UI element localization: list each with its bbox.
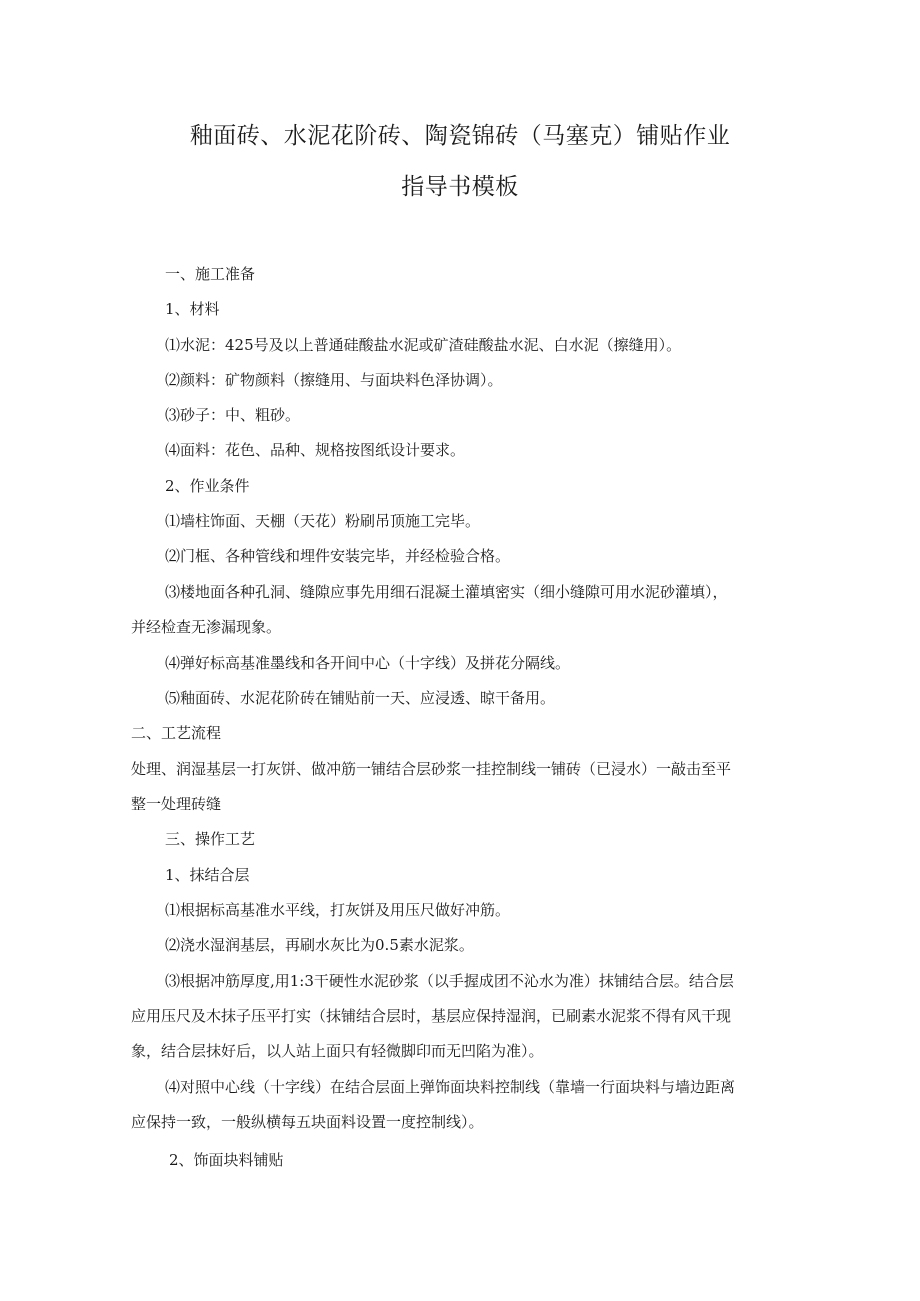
- layer-item-1: ⑴根据标高基准水平线，打灰饼及用压尺做好冲筋。: [165, 901, 511, 919]
- layer-item-3-line-1: ⑶根据冲筋厚度,用1:3干硬性水泥砂浆（以手握成团不沁水为准）抹铺结合层。结合层: [165, 972, 734, 990]
- section-3-heading: 三、操作工艺: [165, 830, 256, 848]
- material-item-2: ⑵颜料：矿物颜料（擦缝用、与面块料色泽协调）。: [165, 371, 503, 389]
- condition-item-1: ⑴墙柱饰面、天棚（天花）粉刷吊顶施工完毕。: [165, 512, 481, 530]
- layer-item-2: ⑵浇水湿润基层，再刷水灰比为0.5素水泥浆。: [165, 936, 474, 954]
- subsection-1-2-heading: 2、作业条件: [165, 477, 250, 495]
- condition-item-2: ⑵门框、各种管线和埋件安装完毕，并经检验合格。: [165, 547, 511, 565]
- subsection-3-2-heading: 2、饰面块料铺贴: [169, 1151, 284, 1169]
- section-1-heading: 一、施工准备: [165, 265, 256, 283]
- material-item-1: ⑴水泥：425号及以上普通硅酸盐水泥或矿渣硅酸盐水泥、白水泥（擦缝用）。: [165, 336, 682, 354]
- document-title-line-1: 釉面砖、水泥花阶砖、陶瓷锦砖（马塞克）铺贴作业: [189, 123, 731, 149]
- section-2-heading: 二、工艺流程: [131, 724, 222, 742]
- material-item-4: ⑷面料：花色、品种、规格按图纸设计要求。: [165, 441, 466, 459]
- layer-item-3-line-2: 应用压尺及木抹子压平打实（抹铺结合层时，基层应保持湿润，已刷素水泥浆不得有风干现: [131, 1007, 732, 1025]
- subsection-1-1-heading: 1、材料: [165, 300, 220, 318]
- layer-item-4-line-2: 应保持一致，一般纵横每五块面料设置一度控制线）。: [131, 1113, 484, 1131]
- document-title-line-2: 指导书模板: [401, 174, 519, 200]
- condition-item-3-line-1: ⑶楼地面各种孔洞、缝隙应事先用细石混凝土灌填密实（细小缝隙可用水泥砂灌填），: [165, 583, 728, 601]
- condition-item-3-line-2: 并经检查无渗漏现象。: [131, 618, 282, 636]
- condition-item-5: ⑸釉面砖、水泥花阶砖在铺贴前一天、应浸透、晾干备用。: [165, 689, 556, 707]
- layer-item-3-line-3: 象，结合层抹好后，以人站上面只有轻微脚印而无凹陷为准）。: [131, 1042, 544, 1060]
- process-flow-line-2: 整一处理砖缝: [131, 795, 222, 813]
- condition-item-4: ⑷弹好标高基准墨线和各开间中心（十字线）及拼花分隔线。: [165, 654, 571, 672]
- subsection-3-1-heading: 1、抹结合层: [165, 866, 250, 884]
- process-flow-line-1: 处理、润湿基层一打灰饼、做冲筋一铺结合层砂浆一挂控制线一铺砖（已浸水）一敲击至平: [131, 760, 732, 778]
- material-item-3: ⑶砂子：中、粗砂。: [165, 406, 301, 424]
- layer-item-4-line-1: ⑷对照中心线（十字线）在结合层面上弹饰面块料控制线（靠墙一行面块料与墙边距离: [165, 1078, 736, 1096]
